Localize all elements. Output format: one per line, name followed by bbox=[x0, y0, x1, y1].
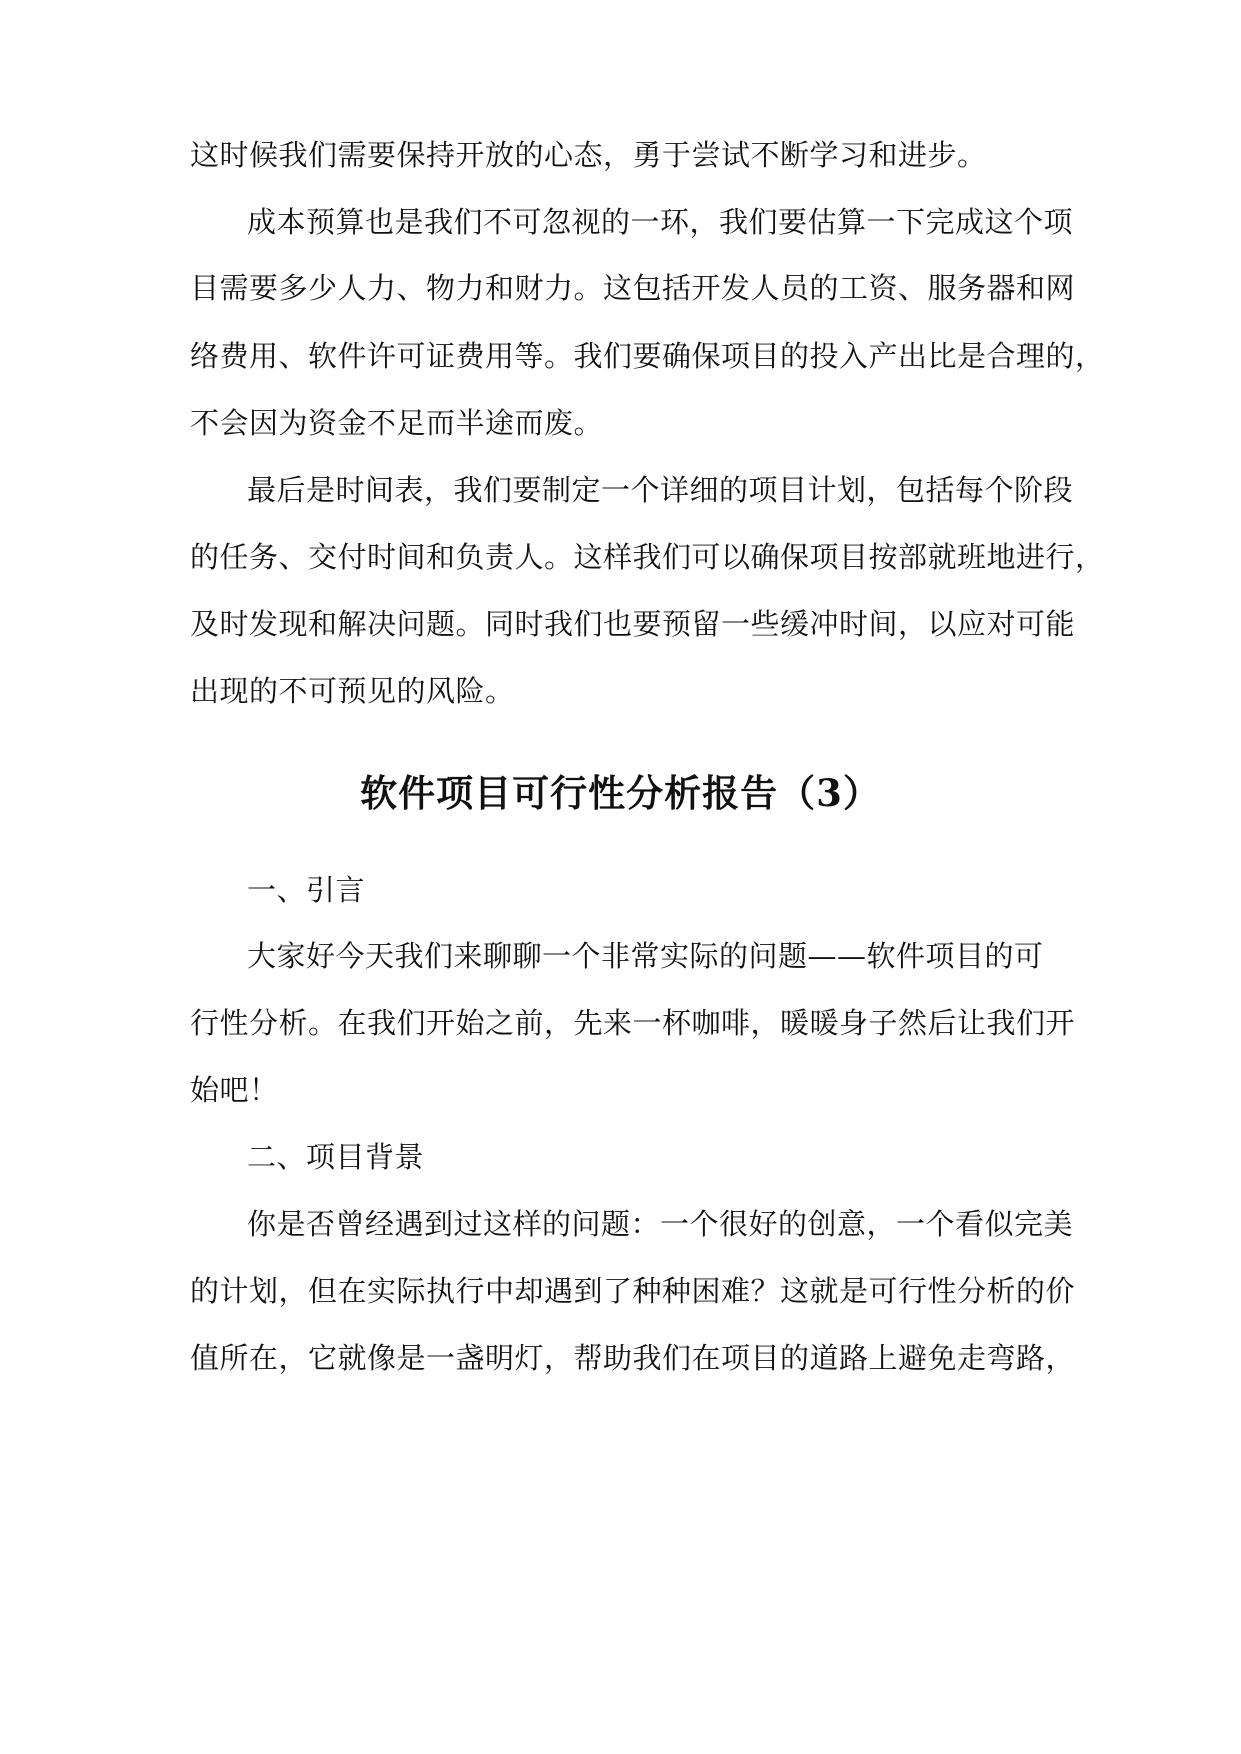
paragraph-line: 不会因为资金不足而半途而废。 bbox=[190, 406, 604, 440]
subheading-background: 二、项目背景 bbox=[247, 1140, 425, 1174]
paragraph-line: 行性分析。在我们开始之前，先来一杯咖啡，暖暖身子然后让我们开 bbox=[190, 1006, 1076, 1040]
paragraph-line: 值所在，它就像是一盏明灯，帮助我们在项目的道路上避免走弯路， bbox=[190, 1341, 1076, 1375]
paragraph-line: 络费用、软件许可证费用等。我们要确保项目的投入产出比是合理的， bbox=[190, 339, 1105, 373]
subheading-intro: 一、引言 bbox=[247, 873, 366, 907]
paragraph-line: 的计划，但在实际执行中却遇到了种种困难？这就是可行性分析的价 bbox=[190, 1274, 1076, 1308]
paragraph-line: 你是否曾经遇到过这样的问题：一个很好的创意，一个看似完美 bbox=[247, 1207, 1074, 1241]
paragraph-line: 大家好今天我们来聊聊一个非常实际的问题——软件项目的可 bbox=[247, 939, 1044, 973]
section-title: 软件项目可行性分析报告（3） bbox=[360, 771, 881, 815]
paragraph-line: 成本预算也是我们不可忽视的一环，我们要估算一下完成这个项 bbox=[247, 205, 1074, 239]
paragraph-line: 始吧！ bbox=[190, 1073, 279, 1107]
paragraph-line: 的任务、交付时间和负责人。这样我们可以确保项目按部就班地进行， bbox=[190, 540, 1105, 574]
paragraph-line: 目需要多少人力、物力和财力。这包括开发人员的工资、服务器和网 bbox=[190, 271, 1076, 305]
paragraph-line: 这时候我们需要保持开放的心态，勇于尝试不断学习和进步。 bbox=[190, 138, 987, 172]
paragraph-line: 及时发现和解决问题。同时我们也要预留一些缓冲时间，以应对可能 bbox=[190, 607, 1076, 641]
paragraph-line: 出现的不可预见的风险。 bbox=[190, 674, 515, 708]
paragraph-line: 最后是时间表，我们要制定一个详细的项目计划，包括每个阶段 bbox=[247, 473, 1074, 507]
